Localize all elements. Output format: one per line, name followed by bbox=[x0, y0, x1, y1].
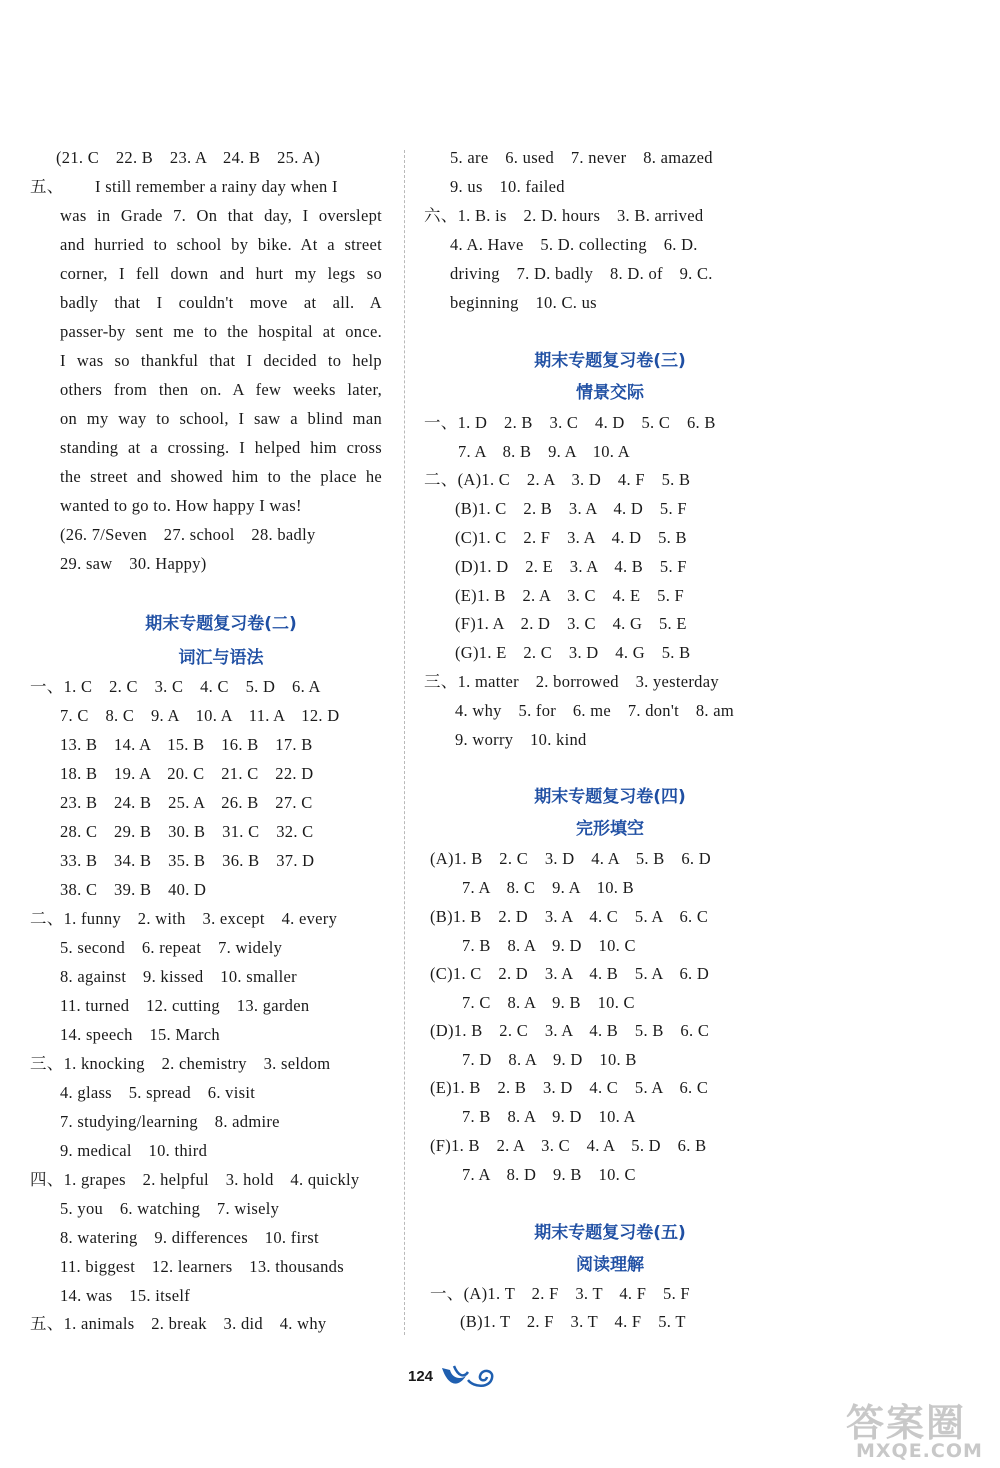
answer-line: 一、1. C 2. C 3. C 4. C 5. D 6. A bbox=[30, 677, 321, 696]
answer-line: (D)1. B 2. C 3. A 4. B 5. B 6. C bbox=[430, 1021, 710, 1040]
answer-line: 7. A 8. C 9. A 10. B bbox=[462, 878, 634, 897]
watermark-logo bbox=[838, 1392, 998, 1464]
answer-line: 8. against 9. kissed 10. smaller bbox=[60, 967, 297, 986]
answer-line: 23. B 24. B 25. A 26. B 27. C bbox=[60, 793, 313, 812]
watermark-url: MXQE.COM bbox=[856, 1440, 983, 1462]
review5-title: 期末专题复习卷(五) bbox=[534, 1223, 686, 1243]
answer-line: 18. B 19. A 20. C 21. C 22. D bbox=[60, 764, 314, 783]
answer-line: driving 7. D. badly 8. D. of 9. C. bbox=[450, 264, 713, 283]
answer-line: 11. biggest 12. learners 13. thousands bbox=[60, 1257, 344, 1276]
answer-line: 7. C 8. A 9. B 10. C bbox=[462, 993, 635, 1012]
review3-title: 期末专题复习卷(三) bbox=[534, 351, 686, 371]
section-5-label: 五、 bbox=[30, 177, 64, 196]
answer-line: 7. B 8. A 9. D 10. C bbox=[462, 936, 636, 955]
essay-answers-line: 29. saw 30. Happy) bbox=[60, 554, 207, 573]
essay-line: standing at a crossing. I helped him cross bbox=[60, 438, 382, 457]
answer-line: (F)1. B 2. A 3. C 4. A 5. D 6. B bbox=[430, 1136, 707, 1155]
review2-subtitle: 词汇与语法 bbox=[178, 648, 264, 668]
answer-line: 4. A. Have 5. D. collecting 6. D. bbox=[450, 235, 698, 254]
answer-line: 三、1. knocking 2. chemistry 3. seldom bbox=[30, 1054, 331, 1073]
answer-line: 8. watering 9. differences 10. first bbox=[60, 1228, 319, 1247]
answer-line: 5. are 6. used 7. never 8. amazed bbox=[450, 148, 713, 167]
answer-line: 7. studying/learning 8. admire bbox=[60, 1112, 280, 1131]
answer-line: beginning 10. C. us bbox=[450, 293, 597, 312]
answers-21-25: (21. C 22. B 23. A 24. B 25. A) bbox=[56, 148, 321, 167]
answer-line: (C)1. C 2. F 3. A 4. D 5. B bbox=[455, 528, 687, 547]
answer-line: 7. B 8. A 9. D 10. A bbox=[462, 1107, 636, 1126]
answer-line: (G)1. E 2. C 3. D 4. G 5. B bbox=[455, 643, 691, 662]
answer-line: 5. you 6. watching 7. wisely bbox=[60, 1199, 280, 1218]
essay-line: others from then on. A few weeks later, bbox=[60, 380, 382, 399]
answer-line: 三、1. matter 2. borrowed 3. yesterday bbox=[424, 672, 719, 691]
answer-line: 4. glass 5. spread 6. visit bbox=[60, 1083, 256, 1102]
answer-line: 9. medical 10. third bbox=[60, 1141, 208, 1160]
answer-line: (B)1. C 2. B 3. A 4. D 5. F bbox=[455, 499, 687, 518]
answer-line: 7. C 8. C 9. A 10. A 11. A 12. D bbox=[60, 706, 340, 725]
answer-line: 7. D 8. A 9. D 10. B bbox=[462, 1050, 637, 1069]
review4-subtitle: 完形填空 bbox=[576, 819, 644, 839]
review2-title: 期末专题复习卷(二) bbox=[145, 614, 297, 634]
answer-line: 六、1. B. is 2. D. hours 3. B. arrived bbox=[424, 206, 704, 225]
essay-line: I was so thankful that I decided to help bbox=[60, 351, 382, 370]
answer-line: 一、(A)1. T 2. F 3. T 4. F 5. F bbox=[430, 1284, 690, 1303]
essay-line: I still remember a rainy day when I bbox=[95, 177, 338, 196]
answer-line: 13. B 14. A 15. B 16. B 17. B bbox=[60, 735, 313, 754]
essay-line: was in Grade 7. On that day, I overslept bbox=[60, 206, 382, 225]
review4-title: 期末专题复习卷(四) bbox=[534, 787, 686, 807]
review5-subtitle: 阅读理解 bbox=[576, 1255, 644, 1275]
answer-line: 9. us 10. failed bbox=[450, 177, 565, 196]
answer-line: 14. was 15. itself bbox=[60, 1286, 191, 1305]
essay-answers-line: (26. 7/Seven 27. school 28. badly bbox=[60, 525, 316, 544]
answer-line: (B)1. T 2. F 3. T 4. F 5. T bbox=[460, 1312, 686, 1331]
page-number: 124 bbox=[408, 1368, 434, 1385]
answer-line: (F)1. A 2. D 3. C 4. G 5. E bbox=[455, 614, 687, 633]
swirl-ornament-icon bbox=[438, 1362, 500, 1392]
answer-line: 28. C 29. B 30. B 31. C 32. C bbox=[60, 822, 314, 841]
essay-line: badly that I couldn't move at all. A bbox=[60, 293, 382, 312]
answer-line: 33. B 34. B 35. B 36. B 37. D bbox=[60, 851, 315, 870]
answer-line: 14. speech 15. March bbox=[60, 1025, 220, 1044]
essay-line: corner, I fell down and hurt my legs so bbox=[60, 264, 382, 283]
answer-line: 7. A 8. B 9. A 10. A bbox=[458, 442, 630, 461]
answer-line: (E)1. B 2. B 3. D 4. C 5. A 6. C bbox=[430, 1078, 709, 1097]
answer-line: 二、1. funny 2. with 3. except 4. every bbox=[30, 909, 338, 928]
answer-line: 四、1. grapes 2. helpful 3. hold 4. quickly bbox=[30, 1170, 360, 1189]
essay-line: wanted to go to. How happy I was! bbox=[60, 496, 302, 515]
answer-line: 4. why 5. for 6. me 7. don't 8. am bbox=[455, 701, 734, 720]
answer-line: 11. turned 12. cutting 13. garden bbox=[60, 996, 310, 1015]
answer-line: 9. worry 10. kind bbox=[455, 730, 587, 749]
answer-line: 38. C 39. B 40. D bbox=[60, 880, 207, 899]
answer-line: (D)1. D 2. E 3. A 4. B 5. F bbox=[455, 557, 687, 576]
watermark-text: 答案圈 bbox=[846, 1401, 967, 1445]
essay-line: on my way to school, I saw a blind man bbox=[60, 409, 382, 428]
answer-line: 二、(A)1. C 2. A 3. D 4. F 5. B bbox=[424, 470, 691, 489]
essay-line: passer-by sent me to the hospital at once. bbox=[60, 322, 382, 341]
answer-line: 一、1. D 2. B 3. C 4. D 5. C 6. B bbox=[424, 413, 716, 432]
answer-line: 7. A 8. D 9. B 10. C bbox=[462, 1165, 636, 1184]
answer-line: (E)1. B 2. A 3. C 4. E 5. F bbox=[455, 586, 685, 605]
review3-subtitle: 情景交际 bbox=[576, 383, 644, 403]
essay-line: and hurried to school by bike. At a street bbox=[60, 235, 382, 254]
answer-line: (C)1. C 2. D 3. A 4. B 5. A 6. D bbox=[430, 964, 710, 983]
answer-line: 5. second 6. repeat 7. widely bbox=[60, 938, 283, 957]
answer-line: 五、1. animals 2. break 3. did 4. why bbox=[30, 1314, 327, 1333]
answer-line: (A)1. B 2. C 3. D 4. A 5. B 6. D bbox=[430, 849, 711, 868]
answer-line: (B)1. B 2. D 3. A 4. C 5. A 6. C bbox=[430, 907, 709, 926]
column-divider bbox=[404, 150, 405, 1335]
essay-line: the street and showed him to the place he bbox=[60, 467, 382, 486]
